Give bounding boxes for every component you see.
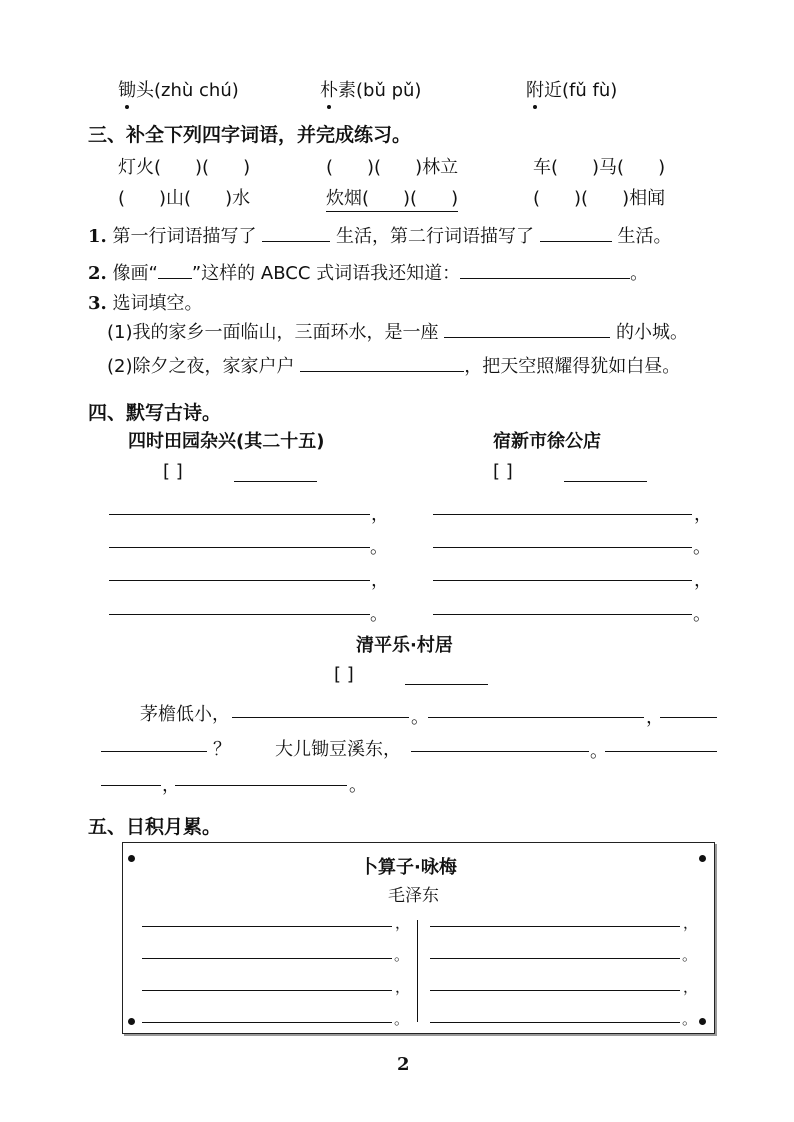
question-3-2 — [107, 352, 680, 378]
poem3-blank-5[interactable] — [411, 751, 589, 752]
char: 素 — [338, 80, 356, 101]
poem-card-author: 毛泽东 — [388, 886, 439, 906]
comma: ， — [646, 707, 664, 728]
period: 。 — [349, 775, 367, 796]
poem-card-divider — [417, 920, 418, 1022]
idiom-part: ) — [451, 188, 459, 209]
comma: ， — [371, 504, 389, 525]
poem3-author-blank[interactable] — [405, 684, 488, 685]
idiom-part: )( — [367, 157, 382, 178]
idiom-row-1 — [118, 153, 250, 179]
idiom-row-2 — [118, 184, 250, 210]
poem3-blank-8[interactable] — [175, 785, 347, 786]
poem2-line-1[interactable] — [433, 514, 692, 515]
poem2-line-3[interactable] — [433, 580, 692, 581]
idiom-row-1b — [326, 153, 458, 179]
dotted-char: 附 — [526, 76, 544, 102]
poem1-line-1[interactable] — [109, 514, 370, 515]
idiom-row-2b — [326, 184, 458, 212]
pinyin-options[interactable]: (bǔ pǔ) — [356, 80, 422, 101]
rivet-icon — [699, 1018, 706, 1025]
poem3-blank-7[interactable] — [101, 785, 161, 786]
idiom-part: ( — [118, 188, 126, 209]
question-text: 选词填空。 — [112, 293, 203, 314]
period: 。 — [370, 537, 388, 558]
question-1 — [88, 222, 671, 248]
char: 近 — [544, 80, 562, 101]
poem3-blank-2[interactable] — [428, 717, 644, 718]
poem3-blank-3[interactable] — [660, 717, 717, 718]
idiom-row-2c — [533, 184, 665, 210]
card-left-line-4[interactable] — [142, 1022, 392, 1023]
idiom-part: )林立 — [415, 157, 459, 178]
bracket-text: [ ] — [334, 664, 354, 685]
idiom-part: )相闻 — [622, 188, 666, 209]
answer-blank[interactable] — [262, 223, 330, 242]
poem3-blank-4[interactable] — [101, 751, 207, 752]
poem2-author-blank[interactable] — [564, 481, 647, 482]
poem1-line-3[interactable] — [109, 580, 370, 581]
rivet-icon — [128, 855, 135, 862]
poem1-line-2[interactable] — [109, 547, 370, 548]
idiom-part: )水 — [225, 188, 251, 209]
comma: ， — [395, 978, 411, 996]
page-number: 2 — [397, 1054, 410, 1075]
dotted-char: 锄 — [118, 76, 136, 102]
question-text: (1)我的家乡一面临山，三面环水，是一座 — [107, 322, 439, 343]
question-text: 。 — [630, 263, 649, 284]
card-right-line-1[interactable] — [430, 926, 680, 927]
answer-blank[interactable] — [158, 260, 192, 279]
char: 头 — [136, 80, 154, 101]
period: 。 — [590, 741, 608, 762]
answer-blank[interactable] — [460, 260, 630, 279]
poem1-author-blank[interactable] — [234, 481, 317, 482]
question-text: 生活，第二行词语描写了 — [336, 226, 534, 247]
idiom-part: )马( — [592, 157, 625, 178]
idiom-part: ) — [658, 157, 666, 178]
pinyin-options[interactable]: (fǔ fù) — [562, 80, 618, 101]
period: 。 — [682, 1010, 698, 1028]
poem3-blank-1[interactable] — [232, 717, 409, 718]
comma: ， — [162, 775, 180, 796]
poem3-text: 大儿锄豆溪东， — [275, 739, 401, 760]
bracket-text: [ ] — [493, 461, 513, 482]
poem3-dynasty-bracket[interactable] — [334, 664, 354, 685]
question-3 — [88, 289, 203, 315]
poem1-title: 四时田园杂兴(其二十五) — [128, 431, 325, 452]
section3-title: 三、补全下列四字词语，并完成练习。 — [88, 124, 412, 146]
question-2 — [88, 259, 648, 285]
dotted-char: 朴 — [320, 76, 338, 102]
poem3-title: 清平乐·村居 — [356, 635, 453, 656]
pinyin-item-2 — [320, 76, 421, 102]
card-right-line-2[interactable] — [430, 958, 680, 959]
period: 。 — [411, 707, 429, 728]
section5-title: 五、日积月累。 — [88, 816, 222, 838]
card-left-line-2[interactable] — [142, 958, 392, 959]
idiom-part: )山( — [159, 188, 192, 209]
period: 。 — [682, 946, 698, 964]
question-text: (2)除夕之夜，家家户户 — [107, 356, 295, 377]
idiom-row-1c — [533, 153, 665, 179]
comma: ， — [683, 914, 699, 932]
question-number: 2. — [88, 263, 107, 284]
poem2-line-2[interactable] — [433, 547, 692, 548]
idiom-part: ( — [326, 157, 334, 178]
poem-card-title: 卜算子·咏梅 — [360, 857, 457, 878]
rivet-icon — [699, 855, 706, 862]
card-left-line-1[interactable] — [142, 926, 392, 927]
question-text: 生活。 — [617, 226, 672, 247]
period: 。 — [693, 604, 711, 625]
poem2-line-4[interactable] — [433, 614, 692, 615]
question-mark: ？ — [213, 739, 231, 760]
question-text: 第一行词语描写了 — [112, 226, 257, 247]
poem3-text: 茅檐低小， — [140, 704, 230, 725]
idiom-part: ( — [533, 188, 541, 209]
card-right-line-4[interactable] — [430, 1022, 680, 1023]
comma: ， — [395, 914, 411, 932]
poem2-title: 宿新市徐公店 — [493, 431, 601, 452]
pinyin-options[interactable]: (zhù chú) — [154, 80, 239, 101]
comma: ， — [371, 570, 389, 591]
card-left-line-3[interactable] — [142, 990, 392, 991]
section4-title: 四、默写古诗。 — [88, 402, 222, 424]
pinyin-item-1 — [118, 76, 239, 102]
rivet-icon — [128, 1018, 135, 1025]
answer-blank[interactable] — [540, 223, 612, 242]
idiom-part: )( — [574, 188, 589, 209]
question-number: 3. — [88, 293, 107, 314]
period: 。 — [693, 537, 711, 558]
period: 。 — [370, 604, 388, 625]
comma: ， — [683, 978, 699, 996]
poem2-dynasty-bracket[interactable] — [493, 461, 513, 482]
pinyin-item-3 — [526, 76, 617, 102]
period: 。 — [394, 1010, 410, 1028]
comma: ， — [694, 504, 712, 525]
comma: ， — [694, 570, 712, 591]
idiom-part: ) — [243, 157, 251, 178]
question-number: 1. — [88, 226, 107, 247]
card-right-line-3[interactable] — [430, 990, 680, 991]
idiom-part: 灯火( — [118, 157, 162, 178]
idiom-part: )( — [195, 157, 210, 178]
question-text: 的小城。 — [615, 322, 688, 343]
answer-blank[interactable] — [444, 319, 610, 338]
answer-blank[interactable] — [300, 353, 464, 372]
poem1-dynasty-bracket[interactable] — [163, 461, 183, 482]
period: 。 — [394, 946, 410, 964]
question-text: ”这样的 ABCC 式词语我还知道： — [191, 263, 461, 284]
question-3-1 — [107, 318, 688, 344]
question-text: 像画“ — [112, 263, 158, 284]
question-text: ，把天空照耀得犹如白昼。 — [464, 356, 681, 377]
poem1-line-4[interactable] — [109, 614, 370, 615]
idiom-part: )( — [403, 188, 418, 209]
poem3-blank-6[interactable] — [605, 751, 717, 752]
bracket-text: [ ] — [163, 461, 183, 482]
idiom-part: 车( — [533, 157, 559, 178]
idiom-part: 炊烟( — [326, 188, 370, 209]
